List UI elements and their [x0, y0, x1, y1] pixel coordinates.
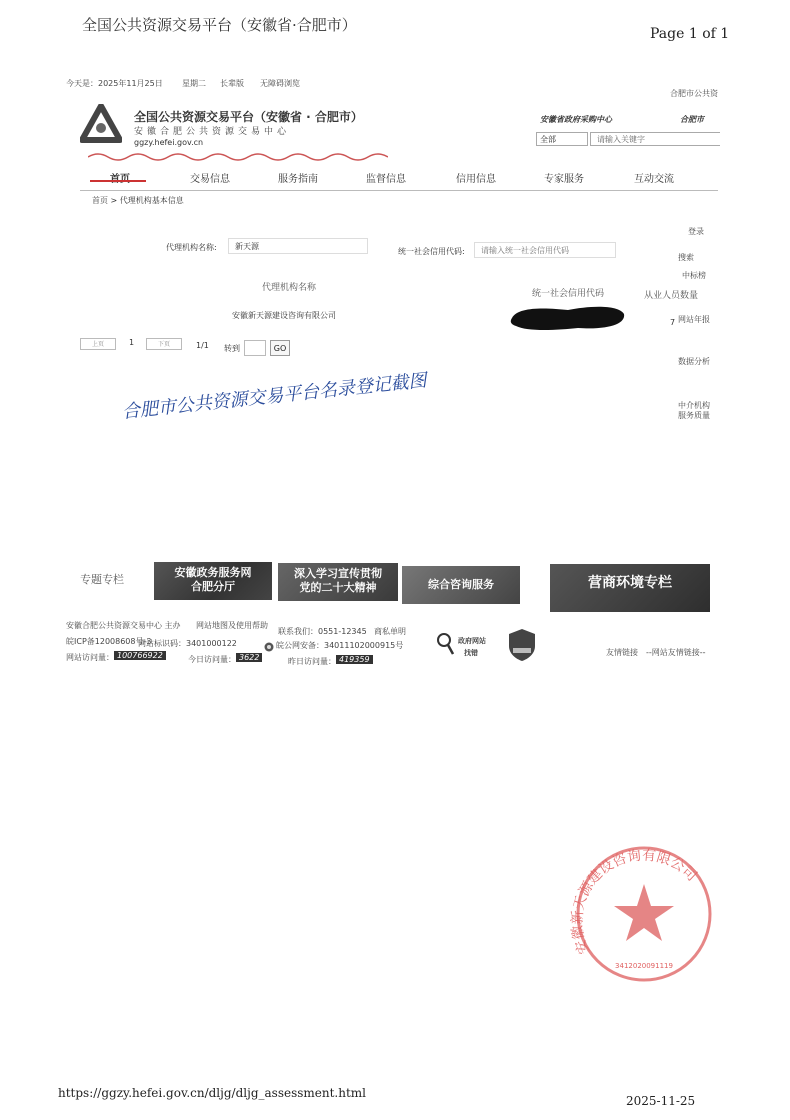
- pager-prev-button[interactable]: 上页: [80, 338, 116, 350]
- accessible-link[interactable]: 无障碍浏览: [260, 79, 300, 88]
- credit-code-label: 统一社会信用代码:: [398, 247, 465, 256]
- hefei-link[interactable]: 合肥市: [680, 115, 704, 124]
- print-footer-date: 2025-11-25: [626, 1094, 696, 1108]
- footer-organizer: 安徽合肥公共资源交易中心 主办: [66, 621, 181, 630]
- magnifier-icon: [436, 632, 454, 658]
- main-nav: [80, 164, 718, 191]
- handwritten-annotation: 合肥市公共资源交易平台名录登记截图: [121, 370, 428, 423]
- table-header-agency-name: 代理机构名称: [262, 283, 317, 293]
- topics-label: 专题专栏: [80, 573, 124, 586]
- table-cell-staff-count: 7: [670, 318, 676, 327]
- nav-credit[interactable]: 信用信息: [456, 174, 496, 185]
- nav-home[interactable]: [110, 170, 130, 185]
- seal-arc-text: 安徽新天源建设咨询有限公司: [569, 847, 700, 957]
- page-number: Page 1 of 1: [650, 26, 730, 42]
- topic-banner-party-congress[interactable]: [278, 563, 398, 601]
- company-seal-stamp: [548, 828, 730, 988]
- topic-banner-party-congress-line1: 深入学习宣传贯彻: [294, 567, 382, 580]
- footer-today-label: 今日访问量：: [188, 655, 236, 664]
- topic-banner-anhui-gov-service[interactable]: [154, 562, 272, 600]
- footer-yesterday-label: 昨日访问量：: [288, 657, 336, 666]
- agency-name-input[interactable]: 新天源: [228, 238, 368, 254]
- print-footer-url: https://ggzy.hefei.gov.cn/dljg/dljg_assessment.html: [58, 1086, 367, 1100]
- side-menu-service-quality[interactable]: 服务质量: [678, 411, 710, 420]
- side-menu-login[interactable]: 登录: [688, 227, 704, 236]
- logo-domain: ggzy.hefei.gov.cn: [134, 138, 204, 147]
- today-date: 今天是：2025年11月25日: [66, 79, 163, 88]
- footer-post: 商私单明: [374, 627, 406, 636]
- footer-visits-label: 网站访问量：: [66, 653, 114, 662]
- topic-banner-business-environment[interactable]: [550, 564, 710, 612]
- party-gov-badge-icon[interactable]: [508, 628, 536, 662]
- side-menu-intermediary[interactable]: 中介机构: [678, 401, 710, 410]
- friend-links-label: 友情链接: [606, 648, 638, 657]
- redacted-credit-code: [508, 304, 626, 332]
- search-scope-select[interactable]: 全部: [536, 132, 588, 146]
- credit-code-input[interactable]: 请输入统一社会信用代码: [474, 242, 616, 258]
- footer-police-record[interactable]: 皖公网安备：34011102000915号: [276, 641, 404, 650]
- footer-yesterday-count: 419359: [336, 655, 373, 664]
- breadcrumb-current: 代理机构基本信息: [119, 196, 184, 205]
- table-header-staff-count: 从业人员数量: [644, 291, 699, 301]
- pager-total: 1/1: [196, 341, 209, 350]
- logo-title: 全国公共资源交易平台（安徽省 · 合肥市）: [134, 110, 363, 124]
- table-header-credit-code: 统一社会信用代码: [532, 289, 605, 299]
- footer-sitemap-link[interactable]: 网站地图及使用帮助: [196, 621, 268, 630]
- pager-goto-input[interactable]: [244, 340, 266, 356]
- nav-expert[interactable]: 专家服务: [544, 174, 584, 185]
- pager-go-button[interactable]: GO: [270, 340, 290, 356]
- breadcrumb: [92, 195, 184, 206]
- pager-goto-label: 转到: [224, 344, 240, 353]
- table-cell-agency-name[interactable]: 安徽新天源建设咨询有限公司: [232, 311, 336, 320]
- topic-banner-anhui-gov-service-line1: 安徽政务服务网: [174, 566, 252, 579]
- pager-current[interactable]: 1: [129, 338, 135, 347]
- agency-name-label: 代理机构名称:: [166, 243, 217, 252]
- logo-subtitle: 安徽合肥公共资源交易中心: [134, 127, 291, 137]
- elder-mode-link[interactable]: 长辈版: [220, 79, 244, 88]
- footer-today-count: 3622: [236, 653, 262, 662]
- side-menu-winning-list[interactable]: 中标榜: [682, 271, 706, 280]
- topic-banner-business-environment-label: 营商环境专栏: [588, 575, 672, 591]
- seal-number: 3412020091119: [615, 962, 673, 970]
- top-right-text: 合肥市公共资: [670, 89, 718, 98]
- friend-links-select[interactable]: --网站友情链接--: [646, 648, 706, 657]
- gov-site-error-badge-line2: 找错: [464, 649, 478, 657]
- breadcrumb-home[interactable]: 首页: [92, 196, 108, 205]
- logo-wave-decoration: [88, 148, 388, 160]
- nav-interaction[interactable]: 互动交流: [634, 174, 674, 185]
- nav-trade-info[interactable]: 交易信息: [190, 174, 230, 185]
- search-input[interactable]: 请输入关键字: [590, 132, 720, 146]
- gov-site-error-badge[interactable]: [436, 632, 496, 662]
- side-menu-annual-report[interactable]: 网站年报: [678, 315, 710, 324]
- topic-banner-consulting-service-label: 综合咨询服务: [428, 578, 494, 591]
- nav-service-guide[interactable]: 服务指南: [278, 174, 318, 185]
- nav-supervision[interactable]: 监督信息: [366, 174, 406, 185]
- footer-phone: 联系我们：0551-12345: [278, 627, 367, 636]
- topic-banner-party-congress-line2: 党的二十大精神: [299, 581, 377, 594]
- topic-banner-anhui-gov-service-line2: 合肥分厅: [191, 580, 235, 593]
- nav-active-underline: [90, 180, 146, 182]
- side-menu-data-analysis[interactable]: 数据分析: [678, 357, 710, 366]
- site-logo-icon[interactable]: [80, 104, 122, 144]
- pager-next-button[interactable]: 下页: [146, 338, 182, 350]
- footer-icp[interactable]: 皖ICP备12008608号-3: [66, 637, 152, 646]
- procurement-center-link[interactable]: 安徽省政府采购中心: [540, 115, 612, 124]
- topic-banner-consulting-service[interactable]: [402, 566, 520, 604]
- weekday: 星期二: [182, 79, 206, 88]
- breadcrumb-separator: >: [110, 196, 118, 205]
- print-header-title: 全国公共资源交易平台（安徽省·合肥市）: [82, 16, 357, 34]
- side-menu-search[interactable]: 搜索: [678, 253, 694, 262]
- police-badge-icon: [264, 637, 274, 647]
- footer-visits-count: 100766922: [114, 651, 166, 660]
- footer-site-id: 网站标识码：3401000122: [138, 639, 237, 648]
- gov-site-error-badge-line1: 政府网站: [458, 637, 486, 645]
